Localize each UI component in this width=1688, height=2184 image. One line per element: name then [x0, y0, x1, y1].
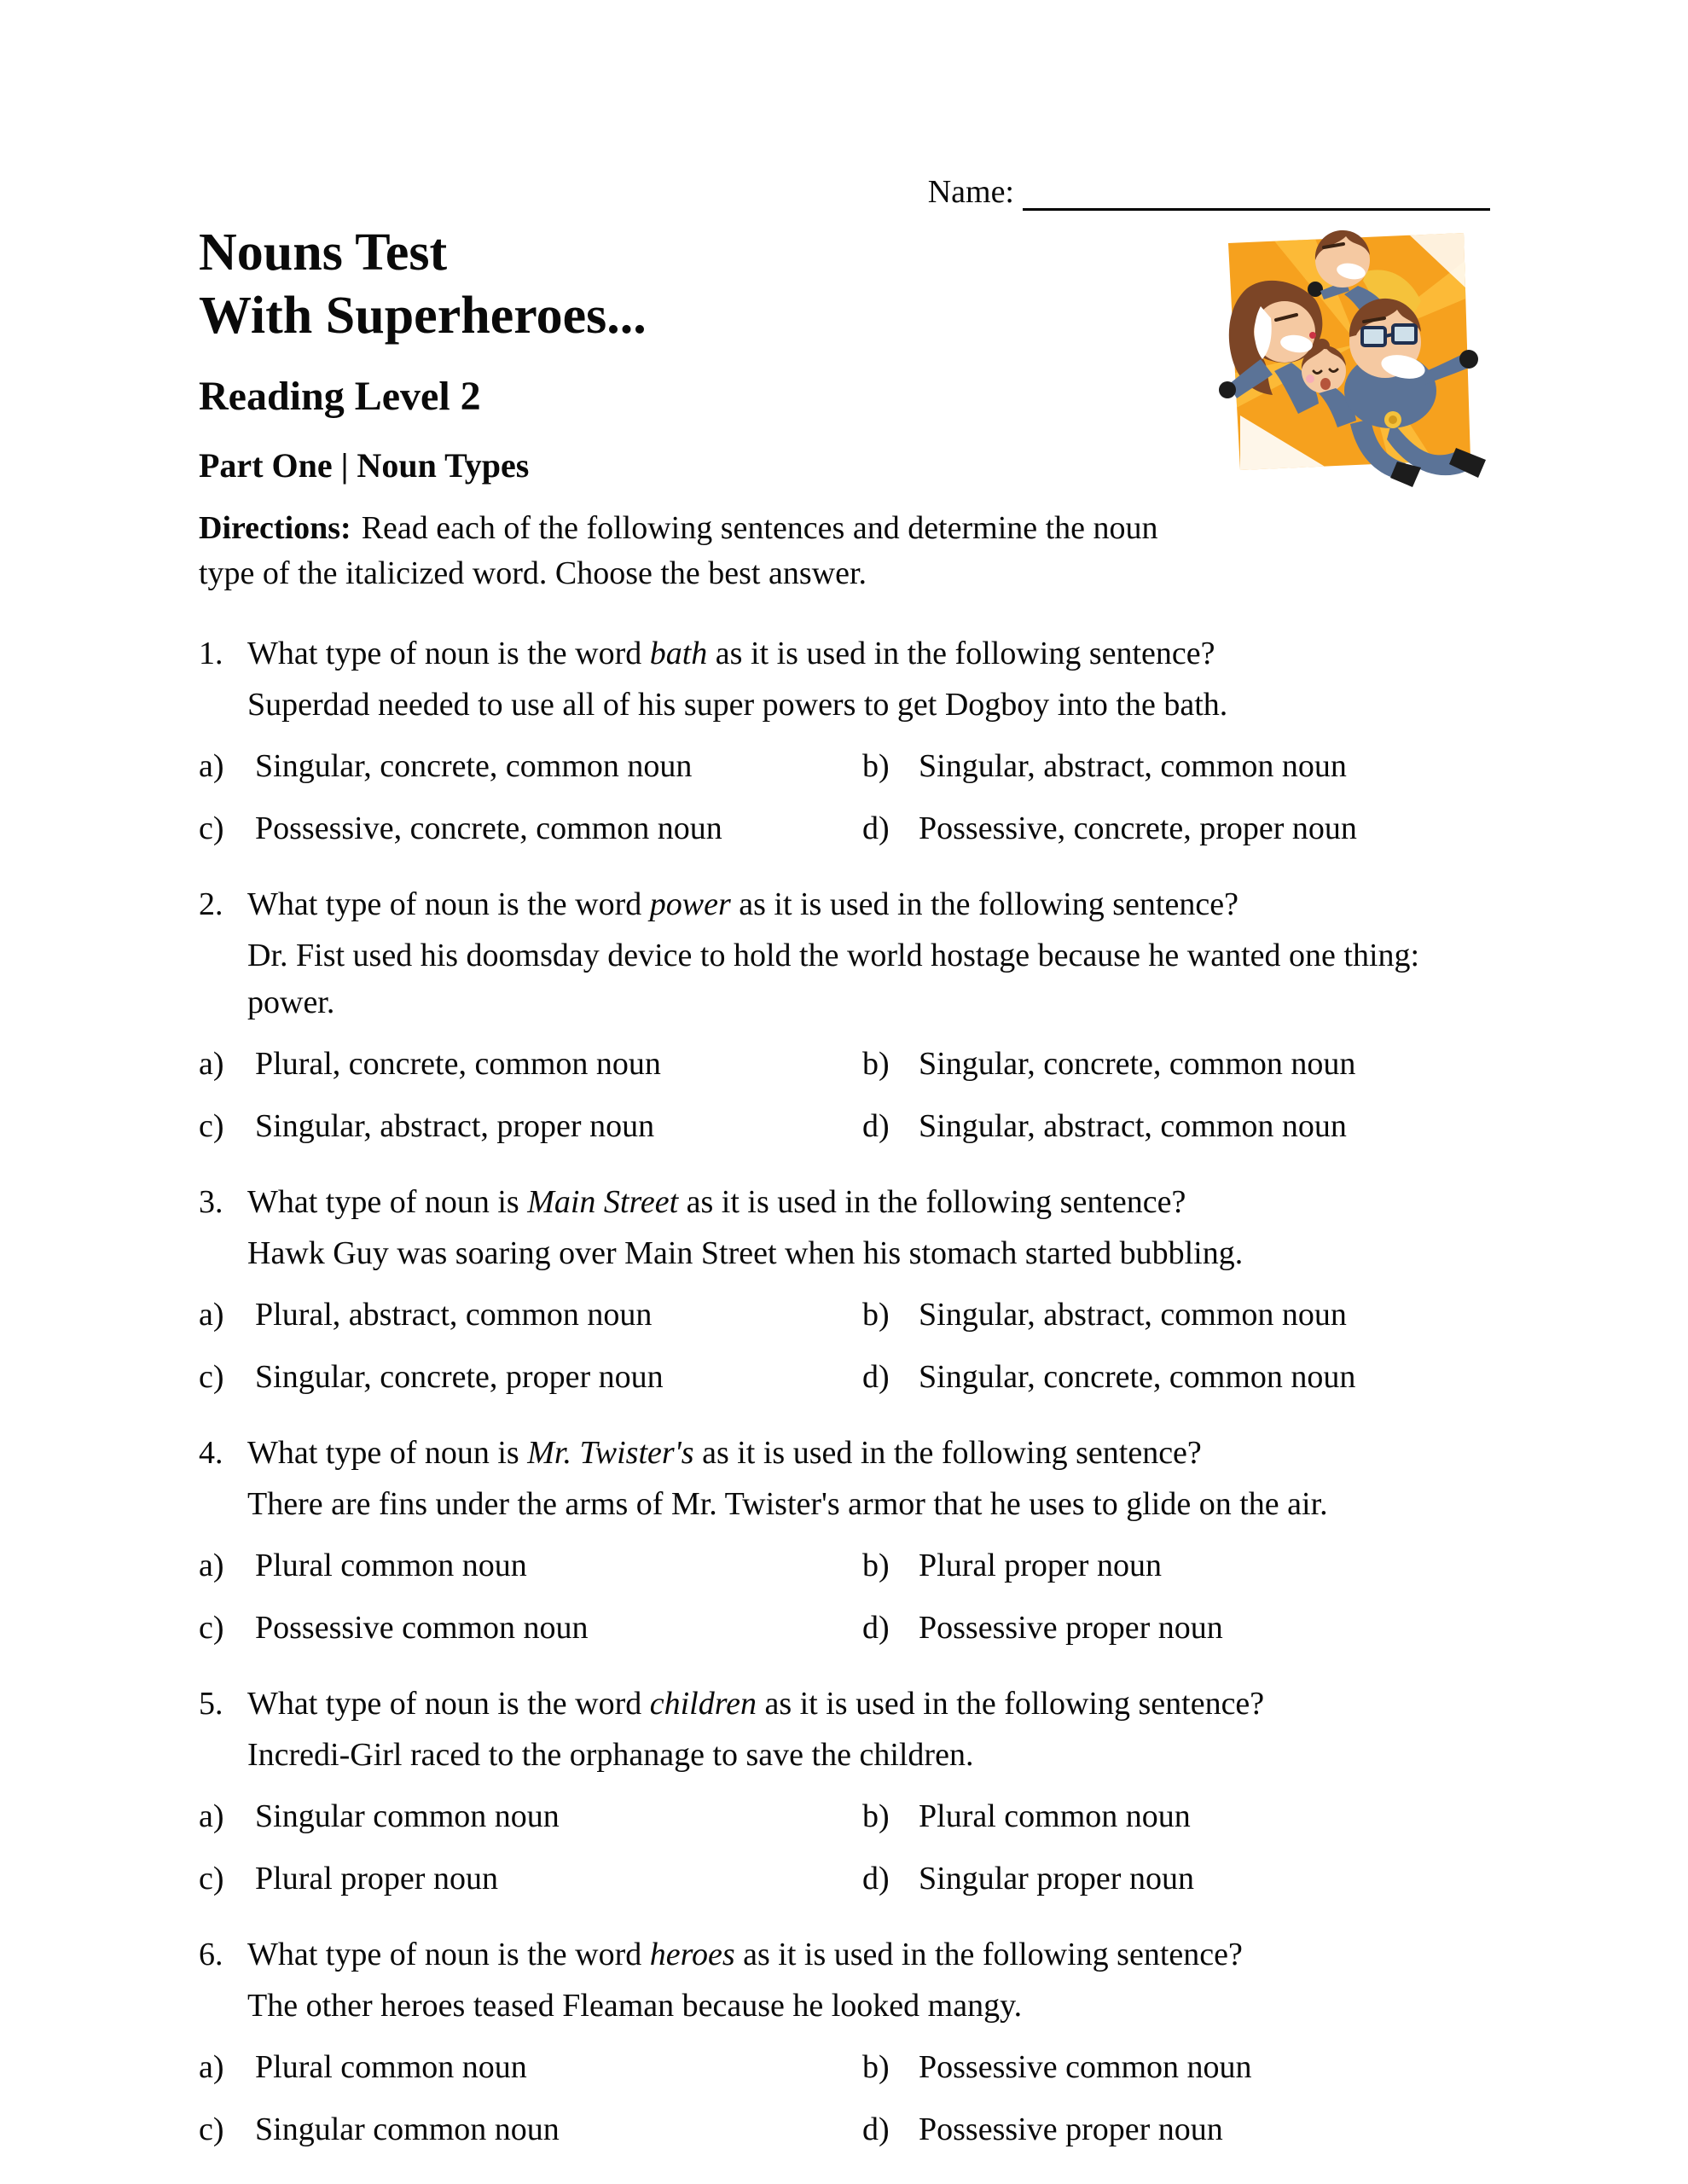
options-grid — [199, 1292, 1490, 1401]
option-letter: a) — [199, 1297, 224, 1333]
question-number: 2. — [199, 886, 223, 922]
question-text-pre: What type of noun is — [247, 1184, 528, 1220]
option-text: Singular, abstract, common noun — [919, 1297, 1347, 1333]
option-letter: d) — [862, 1359, 890, 1395]
question-sentence: Hawk Guy was soaring over Main Street when his stomach started bubbling. — [247, 1235, 1244, 1271]
question-sentence: There are fins under the arms of Mr. Twister's armor that he uses to glide on the air. — [247, 1486, 1328, 1522]
question-6 — [199, 1931, 1490, 2153]
question-number: 3. — [199, 1184, 223, 1220]
question-text-post: as it is used in the following sentence? — [756, 1686, 1265, 1722]
question-text-post: as it is used in the following sentence? — [678, 1184, 1186, 1220]
question-text — [247, 630, 1215, 677]
question-text-post: as it is used in the following sentence? — [730, 886, 1238, 922]
option-letter: c) — [199, 1861, 224, 1896]
option-letter: b) — [862, 2049, 890, 2085]
option-text: Plural common noun — [919, 1798, 1191, 1834]
question-sentence: Dr. Fist used his doomsday device to hold the world hostage because he wanted one thing: — [247, 938, 1420, 973]
answer-option-d — [862, 1103, 1490, 1150]
question-text-pre: What type of noun is the word — [247, 1686, 650, 1722]
answer-option-b — [862, 743, 1490, 790]
option-text: Possessive proper noun — [919, 1610, 1223, 1646]
option-letter: c) — [199, 810, 224, 846]
answer-option-d — [862, 1856, 1490, 1902]
question-2 — [199, 881, 1490, 1150]
directions-line1 — [199, 506, 1490, 551]
options-grid — [199, 743, 1490, 852]
answer-option-a — [199, 1793, 862, 1840]
option-text: Singular common noun — [255, 2111, 560, 2147]
question-number: 6. — [199, 1937, 223, 1972]
question-list — [199, 630, 1490, 2153]
option-text: Singular, abstract, common noun — [919, 1108, 1347, 1144]
answer-option-a — [199, 743, 862, 790]
option-text: Singular, concrete, common noun — [919, 1359, 1356, 1395]
answer-option-b — [862, 1793, 1490, 1840]
option-text: Singular, abstract, common noun — [919, 748, 1347, 784]
option-text: Singular, concrete, common noun — [255, 748, 693, 784]
option-text: Plural, abstract, common noun — [255, 1297, 653, 1333]
option-text: Possessive proper noun — [919, 2111, 1223, 2147]
question-text-pre: What type of noun is — [247, 1435, 528, 1471]
question-text-post: as it is used in the following sentence? — [693, 1435, 1202, 1471]
option-text: Possessive, concrete, common noun — [255, 810, 722, 846]
superhero-family-illustration — [1196, 207, 1490, 489]
option-letter: c) — [199, 1108, 224, 1144]
name-label: Name: — [927, 174, 1014, 210]
option-text: Plural proper noun — [919, 1548, 1162, 1583]
option-text: Singular proper noun — [919, 1861, 1194, 1896]
question-3 — [199, 1179, 1490, 1401]
question-sentence: The other heroes teased Fleaman because he looked mangy. — [247, 1988, 1023, 2024]
answer-option-a — [199, 1542, 862, 1589]
options-grid — [199, 1041, 1490, 1150]
question-text-post: as it is used in the following sentence? — [734, 1937, 1243, 1972]
question-text-post: as it is used in the following sentence? — [707, 636, 1215, 671]
answer-option-c — [199, 1354, 862, 1401]
option-text: Singular, concrete, proper noun — [255, 1359, 664, 1395]
italicized-word: children — [649, 1686, 757, 1722]
question-number: 5. — [199, 1686, 223, 1722]
option-letter: a) — [199, 2049, 224, 2085]
option-letter: b) — [862, 1798, 890, 1834]
question-4 — [199, 1430, 1490, 1652]
question-1 — [199, 630, 1490, 852]
directions-text-line1: Read each of the following sentences and determine the noun — [361, 510, 1158, 546]
option-letter: c) — [199, 1359, 224, 1395]
option-text: Singular common noun — [255, 1798, 560, 1834]
question-sentence: Incredi-Girl raced to the orphanage to save the children. — [247, 1737, 974, 1773]
italicized-word: Main Street — [527, 1184, 679, 1220]
part-heading: Part One | Noun Types — [199, 446, 530, 485]
answer-option-c — [199, 1103, 862, 1150]
option-letter: c) — [199, 2111, 224, 2147]
option-letter: a) — [199, 1798, 224, 1834]
answer-option-d — [862, 2106, 1490, 2153]
option-letter: b) — [862, 1548, 890, 1583]
option-text: Possessive common noun — [255, 1610, 589, 1646]
options-grid — [199, 1542, 1490, 1652]
option-text: Plural, concrete, common noun — [255, 1046, 661, 1082]
question-text — [247, 1931, 1243, 1978]
option-text: Plural common noun — [255, 1548, 527, 1583]
options-grid — [199, 2044, 1490, 2153]
option-letter: c) — [199, 1610, 224, 1646]
question-text-pre: What type of noun is the word — [247, 886, 650, 922]
directions-paragraph — [199, 506, 1490, 596]
question-5 — [199, 1681, 1490, 1902]
italicized-word: Mr. Twister's — [527, 1435, 694, 1471]
directions-label: Directions: — [199, 510, 351, 546]
answer-option-a — [199, 1292, 862, 1339]
question-sentence: power. — [247, 985, 335, 1020]
option-letter: b) — [862, 748, 890, 784]
option-letter: b) — [862, 1046, 890, 1082]
question-text — [247, 1430, 1202, 1477]
option-text: Possessive, concrete, proper noun — [919, 810, 1357, 846]
option-letter: d) — [862, 1861, 890, 1896]
answer-option-d — [862, 1605, 1490, 1652]
question-text — [247, 1179, 1186, 1226]
answer-option-a — [199, 2044, 862, 2091]
question-text — [247, 1681, 1264, 1728]
directions-text-line2: type of the italicized word. Choose the best answer. — [199, 555, 867, 591]
option-text: Singular, concrete, common noun — [919, 1046, 1356, 1082]
answer-option-c — [199, 1856, 862, 1902]
answer-option-b — [862, 2044, 1490, 2091]
option-letter: d) — [862, 1108, 890, 1144]
italicized-word: heroes — [649, 1937, 735, 1972]
name-row — [199, 166, 1490, 211]
question-text-pre: What type of noun is the word — [247, 1937, 650, 1972]
answer-option-d — [862, 805, 1490, 852]
option-letter: a) — [199, 1548, 224, 1583]
answer-option-a — [199, 1041, 862, 1088]
option-text: Plural common noun — [255, 2049, 527, 2085]
question-sentence: Superdad needed to use all of his super powers to get Dogboy into the bath. — [247, 687, 1228, 723]
option-letter: a) — [199, 748, 224, 784]
reading-level-heading: Reading Level 2 — [199, 374, 481, 419]
option-letter: b) — [862, 1297, 890, 1333]
answer-option-c — [199, 2106, 862, 2153]
answer-option-b — [862, 1542, 1490, 1589]
option-letter: d) — [862, 810, 890, 846]
answer-option-c — [199, 805, 862, 852]
answer-option-b — [862, 1292, 1490, 1339]
option-text: Singular, abstract, proper noun — [255, 1108, 655, 1144]
option-letter: d) — [862, 2111, 890, 2147]
answer-option-b — [862, 1041, 1490, 1088]
question-number: 1. — [199, 636, 223, 671]
option-text: Plural proper noun — [255, 1861, 498, 1896]
question-text-pre: What type of noun is the word — [247, 636, 650, 671]
option-letter: a) — [199, 1046, 224, 1082]
italicized-word: bath — [649, 636, 708, 671]
name-blank-line — [1023, 173, 1490, 211]
option-text: Possessive common noun — [919, 2049, 1252, 2085]
answer-option-c — [199, 1605, 862, 1652]
options-grid — [199, 1793, 1490, 1902]
question-text — [247, 881, 1238, 928]
page-title-line2: With Superheroes... — [199, 287, 647, 345]
italicized-word: power — [649, 886, 731, 922]
page-title-line1: Nouns Test — [199, 224, 448, 282]
answer-option-d — [862, 1354, 1490, 1401]
option-letter: d) — [862, 1610, 890, 1646]
question-number: 4. — [199, 1435, 223, 1471]
